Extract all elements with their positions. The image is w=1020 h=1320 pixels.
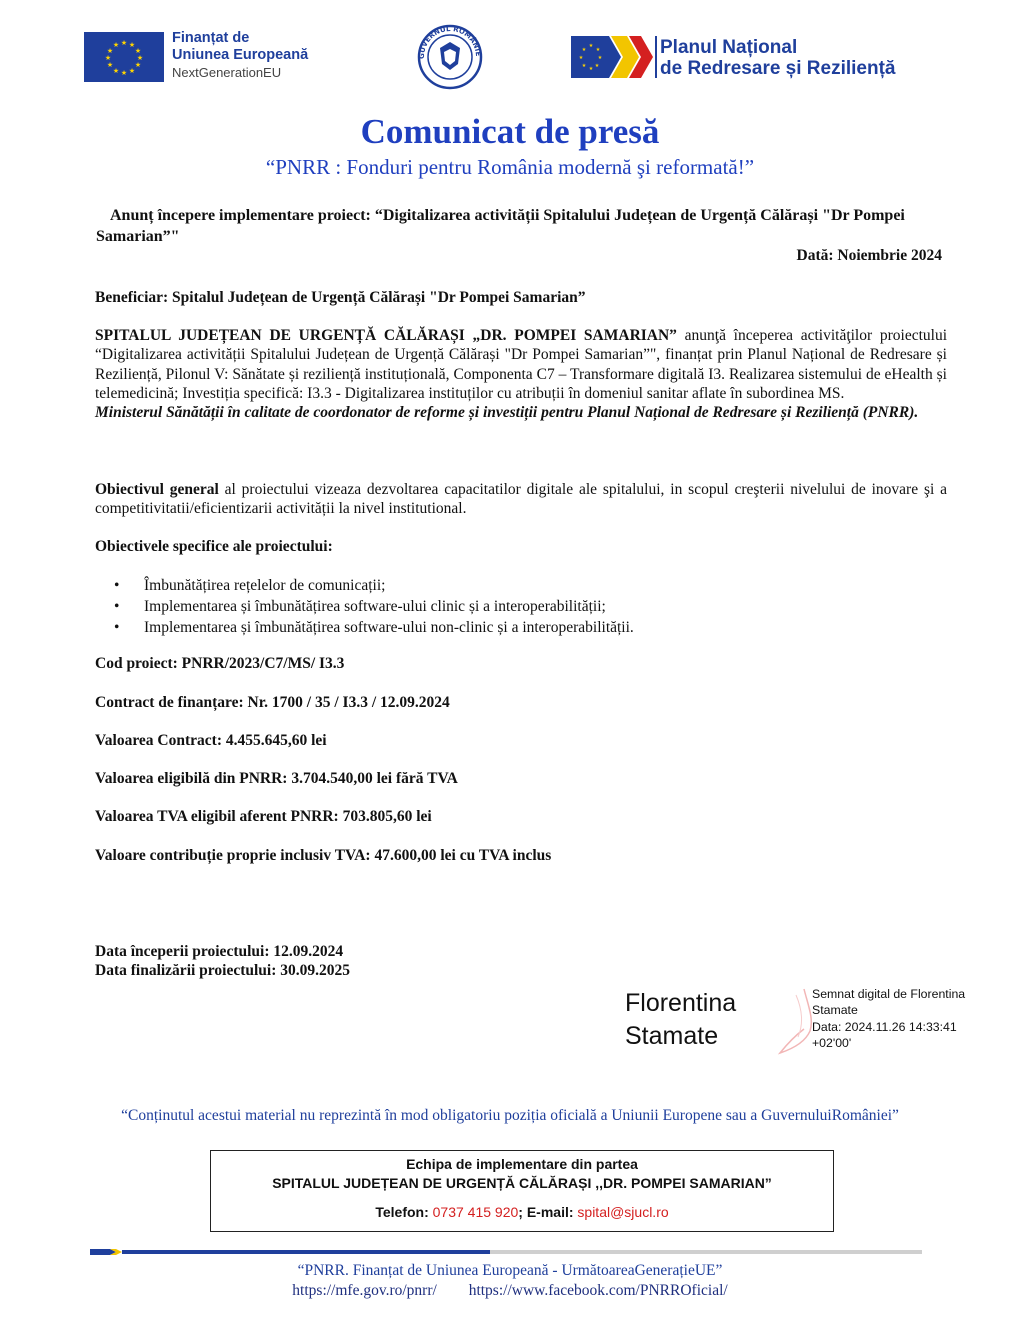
email-label: ; E-mail: bbox=[518, 1204, 578, 1220]
svg-text:★: ★ bbox=[112, 67, 120, 75]
project-end-date: Data finalizării proiectului: 30.09.2025 bbox=[95, 962, 351, 979]
beneficiary-line: Beneficiar: Spitalul Județean de Urgență Călărași "Dr Pompei Samarian” bbox=[95, 289, 586, 306]
team-box-line-2: SPITALUL JUDEȚEAN DE URGENȚĂ CĂLĂRAȘI ,,DR. POMPEI SAMARIAN” bbox=[272, 1175, 772, 1191]
signature-info-line-3: Data: 2024.11.26 14:33:41 bbox=[812, 1019, 957, 1034]
pnrr-logo-text bbox=[660, 37, 896, 79]
svg-text:★: ★ bbox=[104, 54, 112, 62]
team-box-line-1: Echipa de implementare din partea bbox=[406, 1156, 638, 1172]
intro-bold-lead: SPITALUL JUDEȚEAN DE URGENȚĂ CĂLĂRAȘI „DR. POMPEI SAMARIAN” bbox=[95, 327, 677, 344]
digital-signature-info bbox=[812, 986, 965, 1051]
eu-line-3: NextGenerationEU bbox=[172, 65, 282, 80]
eu-line-2: Uniunea Europeană bbox=[172, 47, 309, 63]
svg-text:★: ★ bbox=[120, 39, 128, 47]
eu-funding-label bbox=[172, 30, 308, 81]
svg-text:★: ★ bbox=[578, 55, 584, 61]
facebook-link[interactable]: https://www.facebook.com/PNRROficial/ bbox=[468, 1282, 728, 1299]
seal-text: GUVERNUL ROMÂNIE bbox=[417, 24, 483, 60]
svg-text:★: ★ bbox=[594, 63, 600, 69]
svg-text:★: ★ bbox=[128, 67, 136, 75]
signature-name-line-2: Stamate bbox=[625, 1022, 719, 1050]
pnrr-line-2: de Redresare și Reziliență bbox=[660, 58, 896, 79]
specific-objectives-title: Obiectivele specifice ale proiectului: bbox=[95, 538, 333, 555]
svg-text:★: ★ bbox=[134, 47, 142, 55]
contract-value: Valoarea Contract: 4.455.645,60 lei bbox=[95, 732, 327, 749]
footer-funding-line: “PNRR. Finanțat de Uniunea Europeană - UrmătoareaGenerațieUE” bbox=[297, 1262, 723, 1279]
pnrr-logo-divider bbox=[655, 36, 657, 78]
page-subtitle: “PNRR : Fonduri pentru România modernă şi reformată!” bbox=[265, 155, 755, 179]
ministry-note: Ministerul Sănătății în calitate de coordonator de reforme și investiții pentru Planul Național de Redresare și Reziliență (PNRR). bbox=[95, 404, 919, 422]
svg-text:★: ★ bbox=[581, 47, 587, 53]
mfe-link[interactable]: https://mfe.gov.ro/pnrr/ bbox=[292, 1282, 437, 1299]
eu-stars-icon bbox=[84, 32, 164, 82]
page-title: Comunicat de presă bbox=[360, 112, 660, 151]
intro-text: anunţă începerea activităţilor proiectului “Digitalizarea activității Spitalului Județean de Urgență Călărași "Dr Pompei Samarian”", finanțat prin Planul Național de Redresare și Reziliență, Pilonul V: Sănătate și reziliență instituțională, Componenta C7 – Transformare digitală I3. Realizarea sistemului de eHealth și telemedicină; Investiția specifică: I3.3 - Digitalizarea instituților cu atribuții în domeniul sanitar aflate în subordinea MS. bbox=[95, 327, 947, 402]
svg-text:★: ★ bbox=[120, 69, 128, 77]
signature-info-line-4: +02'00' bbox=[812, 1035, 852, 1050]
pnrr-line-1: Planul Național bbox=[660, 37, 798, 58]
announcement-heading: Anunț începere implementare proiect: “Digitalizarea activității Spitalului Județean de Urgență Călărași "Dr Pompei Samarian”" bbox=[96, 207, 905, 245]
phone-label: Telefon: bbox=[375, 1204, 433, 1220]
svg-text:★: ★ bbox=[595, 47, 601, 53]
specific-objectives-list bbox=[95, 575, 947, 638]
general-objective-text: al proiectului vizeaza dezvoltarea capacitatilor digitale ale spitalului, in scopul creşterii nivelului de inovare şi a competitivitatii/eficientizarii activității la nivel institutional. bbox=[95, 481, 947, 518]
general-objective-lead: Obiectivul general bbox=[95, 481, 219, 498]
project-start-date: Data începerii proiectului: 12.09.2024 bbox=[95, 943, 344, 960]
svg-text:★: ★ bbox=[136, 54, 144, 62]
eligible-value: Valoarea eligibilă din PNRR: 3.704.540,00 lei fără TVA bbox=[95, 770, 458, 787]
svg-text:★: ★ bbox=[112, 41, 120, 49]
email-link[interactable]: spital@sjucl.ro bbox=[577, 1204, 669, 1220]
team-box-contact bbox=[211, 1204, 833, 1220]
vat-value: Valoarea TVA eligibil aferent PNRR: 703.805,60 lei bbox=[95, 808, 432, 825]
footer-links bbox=[0, 1282, 1020, 1300]
list-item: • Îmbunătățirea rețelelor de comunicații; bbox=[95, 575, 947, 596]
signature-info-line-2: Stamate bbox=[812, 1003, 858, 1018]
list-item: • Implementarea și îmbunătățirea software-ului non-clinic și a interoperabilității. bbox=[95, 617, 947, 638]
svg-text:★: ★ bbox=[106, 61, 114, 69]
own-contribution: Valoare contribuție proprie inclusiv TVA: 47.600,00 lei cu TVA inclus bbox=[95, 847, 552, 864]
signature-info-line-1: Semnat digital de Florentina bbox=[812, 987, 966, 1001]
eu-flag-logo bbox=[84, 32, 164, 82]
svg-text:★: ★ bbox=[581, 63, 587, 69]
list-item: • Implementarea și îmbunătățirea software-ului clinic și a interoperabilității; bbox=[95, 596, 947, 617]
svg-text:★: ★ bbox=[588, 43, 594, 49]
svg-text:★: ★ bbox=[597, 55, 603, 61]
signature-name-line-1: Florentina bbox=[625, 989, 737, 1017]
financing-contract: Contract de finanțare: Nr. 1700 / 35 / I3.3 / 12.09.2024 bbox=[95, 694, 450, 711]
eu-line-1: Finanțat de bbox=[172, 30, 250, 46]
svg-text:★: ★ bbox=[128, 41, 136, 49]
disclaimer-text: “Conținutul acestui material nu reprezintă în mod obligatoriu poziția oficială a Uniunii Europene sau a GuvernuluiRomâniei” bbox=[121, 1107, 899, 1124]
svg-text:★: ★ bbox=[106, 47, 114, 55]
implementation-team-box bbox=[210, 1150, 834, 1232]
pnrr-flag-logo bbox=[571, 36, 655, 78]
svg-text:★: ★ bbox=[588, 66, 594, 72]
document-date: Dată: Noiembrie 2024 bbox=[796, 247, 942, 264]
project-code: Cod proiect: PNRR/2023/C7/MS/ I3.3 bbox=[95, 655, 345, 672]
general-objective-paragraph bbox=[95, 480, 947, 519]
footer-decorative-bar bbox=[90, 1244, 922, 1254]
svg-text:★: ★ bbox=[134, 61, 142, 69]
phone-number[interactable]: 0737 415 920 bbox=[432, 1204, 519, 1220]
government-seal-logo bbox=[414, 24, 486, 90]
signature-name bbox=[625, 987, 736, 1053]
intro-paragraph bbox=[95, 326, 947, 422]
